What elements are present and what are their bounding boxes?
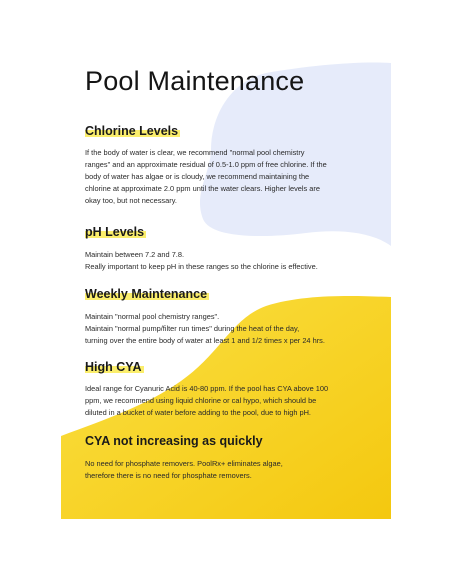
heading-highlight: High CYA <box>85 360 142 374</box>
body-line: ppm, we recommend using liquid chlorine or cal hypo, which should be <box>85 395 317 405</box>
body-line: If the body of water is clear, we recommend "normal pool chemistry <box>85 148 305 157</box>
section-heading-ph <box>85 225 146 239</box>
body-line: No need for phosphate removers. PoolRx+ eliminates algae, <box>85 459 283 468</box>
body-line: diluted in a bucket of water before adding to the pool, due to high pH. <box>85 407 311 417</box>
document-content <box>61 61 391 519</box>
body-line: Really important to keep pH in these ranges so the chlorine is effective. <box>85 261 318 271</box>
section-heading-chlorine <box>85 124 180 138</box>
section-heading-weekly <box>85 287 209 301</box>
section-body-high-cya <box>85 383 377 419</box>
document-page <box>61 61 391 519</box>
body-line: body of water has algae or is cloudy, we recommend maintaining the <box>85 171 310 181</box>
body-line: Maintain "normal pump/filter run times" during the heat of the day, <box>85 323 300 333</box>
body-line: turning over the entire body of water at least 1 and 1/2 times x per 24 hrs. <box>85 335 325 345</box>
body-line: ranges" and an approximate residual of 0.5-1.0 ppm of free chlorine. If the <box>85 159 327 169</box>
section-body-ph <box>85 249 377 273</box>
body-line: Maintain "normal pool chemistry ranges". <box>85 312 220 321</box>
body-line: chlorine at approximate 2.0 ppm until the water clears. Higher levels are <box>85 183 320 193</box>
heading-text: CYA not increasing as quickly <box>85 434 263 448</box>
page-title: Pool Maintenance <box>85 66 305 96</box>
section-heading-cya-not-increasing <box>85 434 265 448</box>
heading-highlight: Weekly Maintenance <box>85 287 208 301</box>
section-body-weekly <box>85 311 377 347</box>
heading-highlight: Chlorine Levels <box>85 124 179 138</box>
body-line: okay too, but not necessary. <box>85 195 177 205</box>
section-body-cya-not-increasing <box>85 458 377 482</box>
body-line: therefore there is no need for phosphate removers. <box>85 470 252 480</box>
section-body-chlorine <box>85 147 377 207</box>
section-heading-high-cya <box>85 360 144 374</box>
body-line: Maintain between 7.2 and 7.8. <box>85 250 185 259</box>
body-line: Ideal range for Cyanuric Acid is 40-80 ppm. If the pool has CYA above 100 <box>85 384 329 393</box>
heading-highlight: pH Levels <box>85 225 145 239</box>
